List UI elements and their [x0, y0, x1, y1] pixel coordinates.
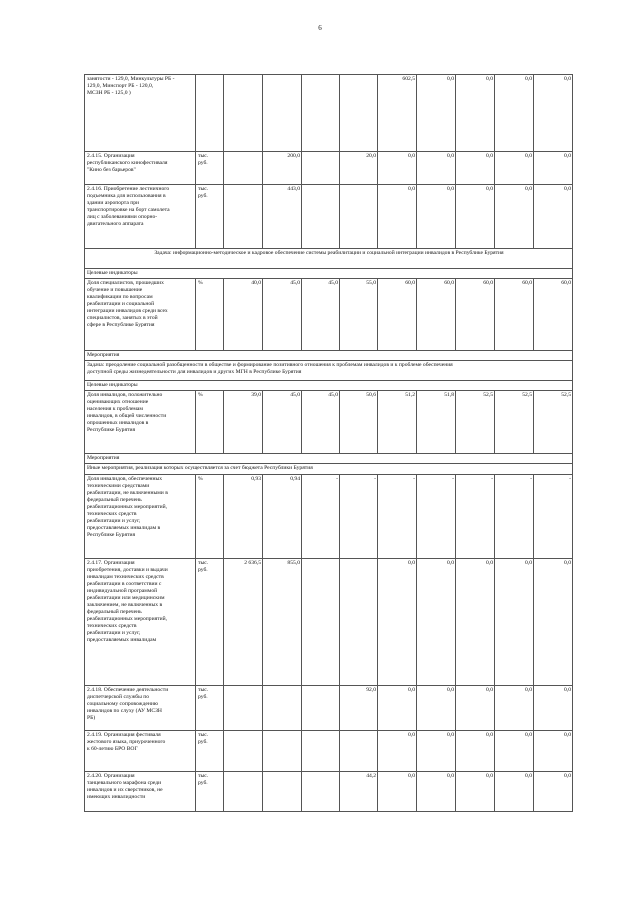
section-heading: Задача: информационно-методическое и кадровое обеспечение системы реабилитации и социальной интеграции инвалидов в Республике Бурятия	[85, 249, 573, 269]
value-cell	[263, 686, 302, 731]
value-cell	[224, 75, 263, 152]
value-cell: -	[340, 475, 378, 559]
value-cell: 0,0	[534, 772, 573, 812]
value-cell: 52,5	[495, 391, 534, 454]
table-row	[85, 464, 573, 475]
value-cell	[302, 559, 340, 686]
table-row	[85, 381, 573, 391]
unit-cell: %	[196, 279, 224, 351]
value-cell: 0,0	[495, 731, 534, 772]
value-cell: 60,0	[378, 279, 417, 351]
value-cell: 0,0	[534, 731, 573, 772]
value-cell: 60,0	[417, 279, 456, 351]
unit-cell: тыс. руб.	[196, 731, 224, 772]
row-name-cell: 2.4.19. Организация фестиваля жестового языка, приуроченного к 60-летию БРО ВОГ	[85, 731, 196, 772]
table-row	[85, 152, 573, 185]
value-cell: 0,0	[417, 559, 456, 686]
value-cell: 0,0	[378, 185, 417, 249]
value-cell: 0,93	[224, 475, 263, 559]
value-cell: 60,0	[534, 279, 573, 351]
value-cell	[224, 686, 263, 731]
value-cell: 0,94	[263, 475, 302, 559]
value-cell	[340, 731, 378, 772]
row-name-cell: 2.4.20. Организация танцевального марафона среди инвалидов и их сверстников, не имеющих инвалидности	[85, 772, 196, 812]
value-cell: 200,0	[263, 152, 302, 185]
table-row	[85, 351, 573, 361]
value-cell: 0,0	[495, 772, 534, 812]
value-cell: 0,0	[456, 772, 495, 812]
value-cell: 0,0	[495, 686, 534, 731]
value-cell: 51,2	[378, 391, 417, 454]
section-heading: Мероприятия	[85, 454, 573, 464]
value-cell: -	[534, 475, 573, 559]
table-row	[85, 279, 573, 351]
value-cell: 0,0	[417, 185, 456, 249]
value-cell: 60,0	[495, 279, 534, 351]
unit-cell: %	[196, 391, 224, 454]
table-row	[85, 475, 573, 559]
section-heading: Целевые индикаторы	[85, 269, 573, 279]
value-cell	[224, 185, 263, 249]
value-cell: 0,0	[378, 686, 417, 731]
table-row	[85, 559, 573, 686]
value-cell: 50,6	[340, 391, 378, 454]
value-cell	[302, 152, 340, 185]
value-cell: -	[302, 475, 340, 559]
value-cell: 0,0	[534, 185, 573, 249]
value-cell	[340, 185, 378, 249]
table-row	[85, 249, 573, 269]
value-cell: 855,0	[263, 559, 302, 686]
value-cell: 0,0	[495, 75, 534, 152]
value-cell: 0,0	[456, 75, 495, 152]
value-cell: 0,0	[495, 152, 534, 185]
table-row	[85, 772, 573, 812]
page-number: 6	[318, 24, 322, 32]
value-cell: 0,0	[417, 772, 456, 812]
value-cell: 60,0	[456, 279, 495, 351]
value-cell: 0,0	[417, 152, 456, 185]
row-name-cell: 2.4.15. Организация республиканского кинофестиваля "Кино без барьеров"	[85, 152, 196, 185]
table-row	[85, 391, 573, 454]
unit-cell: тыс. руб.	[196, 185, 224, 249]
value-cell: 51,8	[417, 391, 456, 454]
value-cell: 0,0	[417, 686, 456, 731]
row-name-cell: Доля инвалидов, обеспеченных техническими средствами реабилитации, не включенными в федеральный перечень реабилитационных мероприятий, технических средств реабилитации и услуг, предоставляемых инвалидам в Республике Бурятия	[85, 475, 196, 559]
value-cell	[302, 686, 340, 731]
value-cell: 39,0	[224, 391, 263, 454]
section-heading: Мероприятия	[85, 351, 573, 361]
value-cell	[340, 75, 378, 152]
value-cell: 0,0	[417, 75, 456, 152]
value-cell: 44,2	[340, 772, 378, 812]
value-cell	[263, 731, 302, 772]
table-row	[85, 75, 573, 152]
table-row	[85, 731, 573, 772]
section-heading: Целевые индикаторы	[85, 381, 573, 391]
value-cell	[302, 75, 340, 152]
value-cell: 55,0	[340, 279, 378, 351]
value-cell: 0,0	[534, 559, 573, 686]
value-cell	[302, 185, 340, 249]
program-indicators-table	[84, 74, 573, 812]
value-cell	[340, 559, 378, 686]
unit-cell: тыс. руб.	[196, 686, 224, 731]
unit-cell: тыс. руб.	[196, 772, 224, 812]
value-cell: 40,0	[224, 279, 263, 351]
value-cell: -	[456, 475, 495, 559]
value-cell	[224, 152, 263, 185]
value-cell: 0,0	[534, 152, 573, 185]
table-row	[85, 185, 573, 249]
value-cell	[263, 772, 302, 812]
value-cell: 0,0	[495, 559, 534, 686]
value-cell	[302, 772, 340, 812]
value-cell: 0,0	[534, 75, 573, 152]
unit-cell: %	[196, 475, 224, 559]
section-heading: Иные мероприятия, реализация которых осуществляется за счет бюджета Республики Бурятия	[85, 464, 573, 475]
unit-cell: тыс. руб.	[196, 559, 224, 686]
value-cell: 0,0	[378, 152, 417, 185]
value-cell: 92,0	[340, 686, 378, 731]
row-name-cell: занятости - 129,0, Минкультуры РБ - 129,0, Минспорт РБ - 120,0, МСЗН РБ - 125,0 )	[85, 75, 196, 152]
value-cell: 45,0	[263, 391, 302, 454]
table-row	[85, 686, 573, 731]
value-cell: 0,0	[378, 559, 417, 686]
value-cell: 45,0	[302, 279, 340, 351]
value-cell: 2 636,5	[224, 559, 263, 686]
value-cell: 52,5	[456, 391, 495, 454]
value-cell	[224, 772, 263, 812]
value-cell	[263, 75, 302, 152]
value-cell: 20,0	[340, 152, 378, 185]
value-cell: 0,0	[456, 559, 495, 686]
value-cell: 45,0	[302, 391, 340, 454]
value-cell: -	[417, 475, 456, 559]
value-cell	[302, 731, 340, 772]
section-heading: Задача: преодоление социальной разобщенности в обществе и формирование позитивного отношения к проблемам инвалидов и к проблеме обеспечения доступной среды жизнедеятельности для инвалидов и других МГН в Республике Бурятия	[85, 361, 573, 381]
value-cell: 45,0	[263, 279, 302, 351]
unit-cell	[196, 75, 224, 152]
table-row	[85, 269, 573, 279]
value-cell: 443,0	[263, 185, 302, 249]
value-cell: 0,0	[456, 185, 495, 249]
row-name-cell: Доля инвалидов, положительно оценивающих отношение населения к проблемам инвалидов, в общей численности опрошенных инвалидов в Республике Бурятия	[85, 391, 196, 454]
value-cell: 0,0	[456, 686, 495, 731]
value-cell: 602,5	[378, 75, 417, 152]
value-cell: 0,0	[378, 772, 417, 812]
value-cell: 0,0	[456, 152, 495, 185]
row-name-cell: 2.4.18. Обеспечение деятельности диспетчерской службы по социальному сопровождению инвалидов по слуху (АУ МСЗН РБ)	[85, 686, 196, 731]
table-row	[85, 454, 573, 464]
row-name-cell: Доля специалистов, прошедших обучение и повышение квалификации по вопросам реабилитации и социальной интеграции инвалидов среди всех специалистов, занятых в этой сфере в Республике Бурятия	[85, 279, 196, 351]
table-row	[85, 361, 573, 381]
value-cell: 0,0	[378, 731, 417, 772]
value-cell	[224, 731, 263, 772]
value-cell: 0,0	[495, 185, 534, 249]
value-cell: 52,5	[534, 391, 573, 454]
value-cell: 0,0	[534, 686, 573, 731]
value-cell: 0,0	[456, 731, 495, 772]
row-name-cell: 2.4.16. Приобретение лестничного подъемника для использования в здании аэропорта при транспортировке на борт самолета лиц с заболеваниями опорно- двигательного аппарата	[85, 185, 196, 249]
value-cell: -	[378, 475, 417, 559]
row-name-cell: 2.4.17. Организация приобретения, доставки и выдачи инвалидам технических средств реабилитации в соответствии с индивидуальной программой реабилитации или медицинским заключением, не включенных в федеральный перечень реабилитационных мероприятий, технических средств реабилитации и услуг, предоставляемых инвалидам	[85, 559, 196, 686]
value-cell: -	[495, 475, 534, 559]
unit-cell: тыс. руб.	[196, 152, 224, 185]
value-cell: 0,0	[417, 731, 456, 772]
